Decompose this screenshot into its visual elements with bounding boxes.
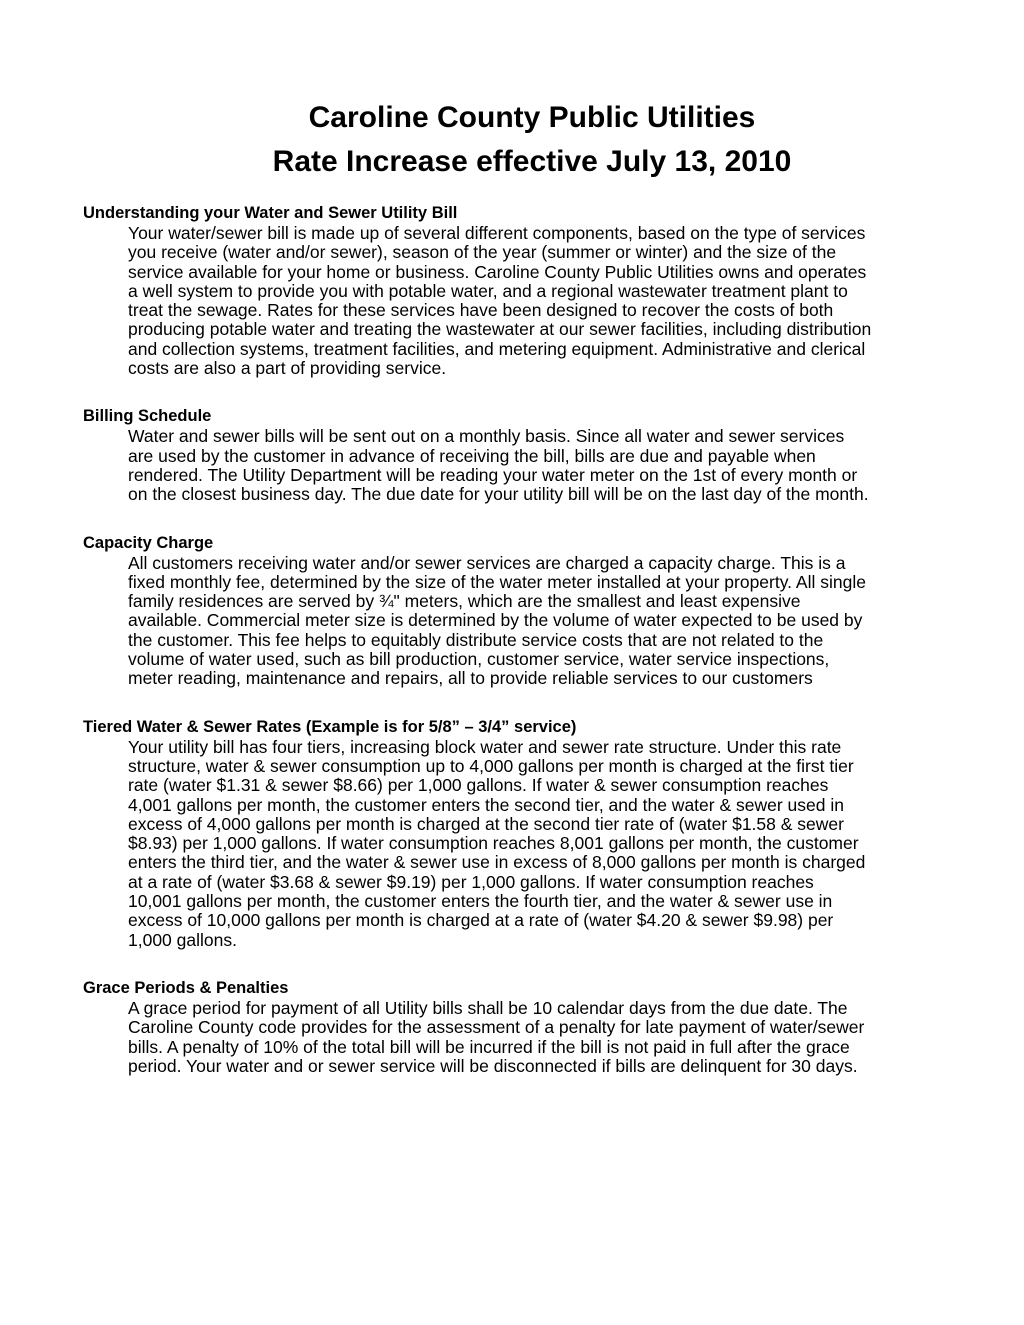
paragraph-line: producing potable water and treating the wastewater at our sewer facilities, including distribution — [128, 319, 872, 340]
section-heading: Billing Schedule — [83, 407, 212, 426]
paragraph-line: the customer. This fee helps to equitably distribute service costs that are not related to the — [128, 629, 824, 650]
paragraph-line: rendered. The Utility Department will be reading your water meter on the 1st of every month or — [128, 464, 858, 485]
paragraph-line: $8.93) per 1,000 gallons. If water consumption reaches 8,001 gallons per month, the customer — [128, 833, 859, 854]
paragraph-line: excess of 4,000 gallons per month is charged at the second tier rate of (water $1.58 & sewer — [128, 813, 844, 834]
paragraph-line: are used by the customer in advance of receiving the bill, bills are due and payable when — [128, 445, 816, 466]
paragraph-line: bills. A penalty of 10% of the total bill will be incurred if the bill is not paid in full after the grace — [128, 1036, 850, 1057]
paragraph-line: treat the sewage. Rates for these services have been designed to recover the costs of both — [128, 300, 834, 321]
title-line-1: Caroline County Public Utilities — [308, 101, 756, 134]
paragraph-line: 4,001 gallons per month, the customer enters the second tier, and the water & sewer used in — [128, 794, 844, 815]
paragraph-line: A grace period for payment of all Utility bills shall be 10 calendar days from the due date. The — [128, 997, 848, 1018]
paragraph-line: period. Your water and or sewer service will be disconnected if bills are delinquent for 30 days. — [128, 1055, 858, 1076]
section-paragraph — [128, 427, 998, 504]
paragraph-line: excess of 10,000 gallons per month is charged at a rate of (water $4.20 & sewer $9.98) per — [128, 910, 834, 931]
section-heading: Grace Periods & Penalties — [83, 978, 289, 997]
paragraph-line: rate (water $1.31 & sewer $8.66) per 1,000 gallons. If water & sewer consumption reaches — [128, 775, 829, 796]
paragraph-line: structure, water & sewer consumption up to 4,000 gallons per month is charged at the first tier — [128, 755, 854, 776]
paragraph-line: Your utility bill has four tiers, increasing block water and sewer rate structure. Under this rate — [128, 736, 842, 757]
section-paragraph — [128, 738, 998, 950]
paragraph-line: you receive (water and/or sewer), season of the year (summer or winter) and the size of the — [128, 242, 837, 263]
paragraph-line: 1,000 gallons. — [128, 929, 237, 950]
section-grace-periods — [83, 977, 998, 1076]
section-tiered-rates — [83, 716, 998, 950]
paragraph-line: enters the third tier, and the water & sewer use in excess of 8,000 gallons per month is charged — [128, 852, 866, 873]
paragraph-line: meter reading, maintenance and repairs, all to provide reliable services to our customers — [128, 668, 813, 689]
paragraph-line: available. Commercial meter size is determined by the volume of water expected to be used by — [128, 610, 863, 631]
document-sections — [83, 202, 998, 1103]
section-capacity-charge — [83, 532, 998, 689]
paragraph-line: service available for your home or business. Caroline County Public Utilities owns and operates — [128, 261, 867, 282]
section-paragraph — [128, 999, 998, 1076]
section-heading: Capacity Charge — [83, 533, 214, 552]
paragraph-line: 10,001 gallons per month, the customer enters the fourth tier, and the water & sewer use in — [128, 891, 833, 912]
paragraph-line: a well system to provide you with potable water, and a regional wastewater treatment plant to — [128, 280, 848, 301]
section-understanding-bill — [83, 202, 998, 378]
section-heading: Understanding your Water and Sewer Utility Bill — [83, 204, 458, 222]
paragraph-line: All customers receiving water and/or sewer services are charged a capacity charge. This is a — [128, 552, 846, 573]
document-title — [0, 96, 1024, 184]
paragraph-line: Caroline County code provides for the assessment of a penalty for late payment of water/sewer — [128, 1017, 865, 1038]
section-billing-schedule — [83, 405, 998, 504]
section-paragraph — [128, 224, 998, 378]
paragraph-line: costs are also a part of providing service. — [128, 358, 447, 379]
paragraph-line: Water and sewer bills will be sent out on a monthly basis. Since all water and sewer services — [128, 426, 845, 447]
paragraph-line: and collection systems, treatment facilities, and metering equipment. Administrative and clerical — [128, 338, 866, 359]
paragraph-line: volume of water used, such as bill production, customer service, water service inspections, — [128, 649, 830, 670]
section-heading: Tiered Water & Sewer Rates (Example is for 5/8” – 3/4” service) — [83, 717, 577, 736]
section-paragraph — [128, 554, 998, 689]
paragraph-line: family residences are served by ¾" meters, which are the smallest and least expensive — [128, 591, 801, 612]
paragraph-line: Your water/sewer bill is made up of several different components, based on the type of services — [128, 223, 866, 243]
paragraph-line: fixed monthly fee, determined by the size of the water meter installed at your property. All single — [128, 571, 866, 592]
title-line-2: Rate Increase effective July 13, 2010 — [272, 145, 792, 178]
paragraph-line: at a rate of (water $3.68 & sewer $9.19) per 1,000 gallons. If water consumption reaches — [128, 871, 814, 892]
paragraph-line: on the closest business day. The due date for your utility bill will be on the last day of the month. — [128, 484, 869, 505]
